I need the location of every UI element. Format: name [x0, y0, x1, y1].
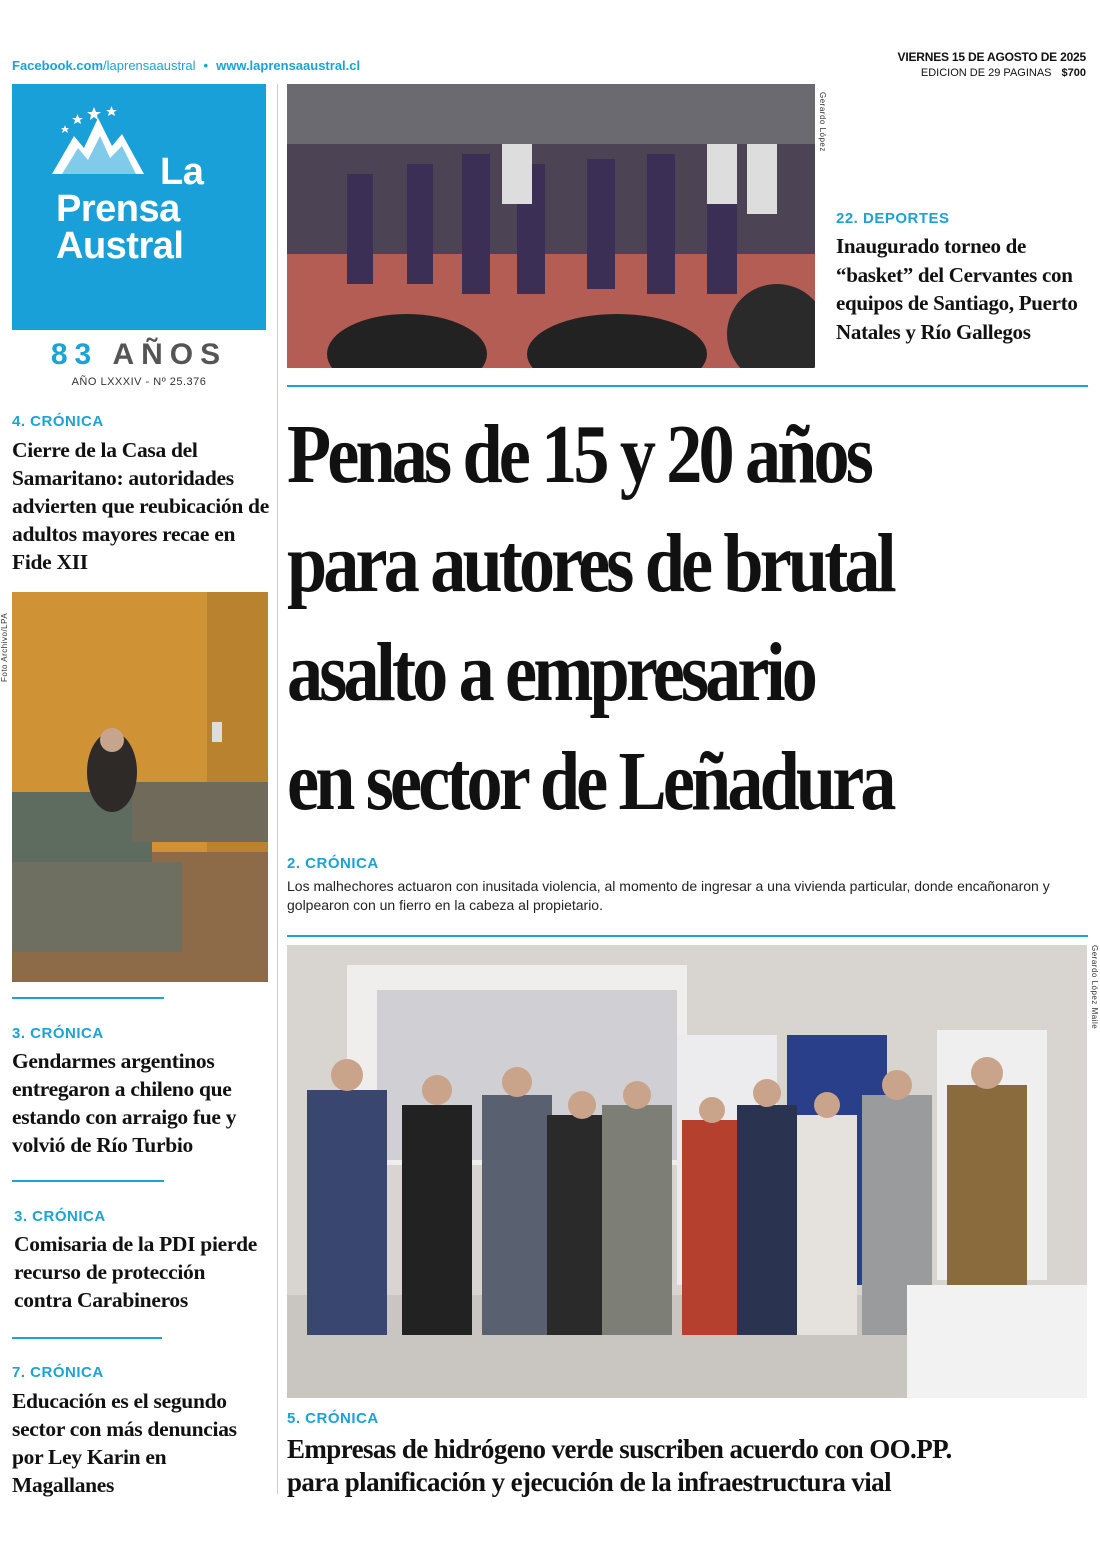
divider [12, 1180, 164, 1182]
price: $700 [1061, 67, 1086, 79]
story-headline[interactable]: Cierre de la Casa del Samaritano: autoridades advierten que reubicación de adultos mayores recae en Fide XII [12, 438, 269, 574]
photo-credit: Gerardo López [818, 92, 827, 152]
edition-info: EDICION DE 29 PAGINAS $700 [920, 67, 1086, 79]
main-headline[interactable] [287, 400, 1087, 836]
column-divider [277, 84, 278, 1494]
story-headline[interactable]: Educación es el segundo sector con más denuncias por Ley Karin en Magallanes [12, 1389, 237, 1497]
anniversary-label: 83 AÑOS [50, 338, 228, 371]
main-headline-line: para autores de brutal [287, 517, 893, 610]
hydrogen-agreement-photo-image [287, 945, 1087, 1398]
main-kicker[interactable]: 2. CRÓNICA [287, 855, 379, 872]
bottom-kicker[interactable]: 5. CRÓNICA [287, 1410, 379, 1427]
divider [12, 1337, 162, 1339]
newspaper-logo[interactable] [12, 84, 266, 330]
divider [287, 385, 1088, 387]
main-summary: Los malhechores actuaron con inusitada violencia, al momento de ingresar a una vivienda particular, donde encañonaron y golpearon con un fierro en la cabeza al propietario. [287, 878, 1050, 913]
bottom-headline-line: Empresas de hidrógeno verde suscriben acuerdo con OO.PP. [287, 1434, 952, 1464]
bottom-headline[interactable] [287, 1433, 1087, 1499]
social-links: Facebook.com/laprensaaustral • www.laprensaaustral.cl [12, 58, 361, 73]
bottom-headline-line: para planificación y ejecución de la infraestructura vial [287, 1467, 891, 1497]
photo-credit: Foto Archivo/LPA [0, 612, 9, 682]
story-headline[interactable]: Comisaria de la PDI pierde recurso de protección contra Carabineros [14, 1232, 258, 1312]
story-kicker[interactable]: 7. CRÓNICA [12, 1364, 104, 1381]
divider [287, 935, 1088, 937]
dateline [898, 50, 1086, 79]
main-headline-line: Penas de 15 y 20 años [287, 408, 870, 501]
issue-date: VIERNES 15 DE AGOSTO DE 2025 [897, 50, 1086, 64]
story-headline[interactable]: Gendarmes argentinos entregaron a chileno que estando con arraigo fue y volvió de Río Turbio [12, 1049, 237, 1157]
logo-wordmark: La Prensa Austral [56, 151, 204, 268]
divider [12, 997, 164, 999]
facebook-link[interactable]: Facebook.com/laprensaaustral [12, 58, 196, 73]
basketball-photo[interactable] [287, 84, 815, 368]
shelter-photo-image [12, 592, 268, 982]
main-headline-line: en sector de Leñadura [287, 735, 893, 828]
story-kicker[interactable]: 4. CRÓNICA [12, 413, 104, 430]
hydrogen-agreement-photo[interactable] [287, 945, 1087, 1398]
main-headline-line: asalto a empresario [287, 626, 815, 719]
photo-credit: Gerardo López Maile [1090, 945, 1099, 1030]
story-kicker[interactable]: 3. CRÓNICA [14, 1208, 106, 1225]
deportes-headline[interactable]: Inaugurado torneo de “basket” del Cervantes con equipos de Santiago, Puerto Natales y Río Gallegos [836, 234, 1078, 344]
website-link[interactable]: www.laprensaaustral.cl [216, 58, 361, 73]
shelter-photo[interactable] [12, 592, 268, 982]
basketball-photo-image [287, 84, 815, 368]
issue-number: AÑO LXXXIV - Nº 25.376 [71, 376, 207, 388]
deportes-kicker[interactable]: 22. DEPORTES [836, 210, 950, 227]
story-kicker[interactable]: 3. CRÓNICA [12, 1025, 104, 1042]
